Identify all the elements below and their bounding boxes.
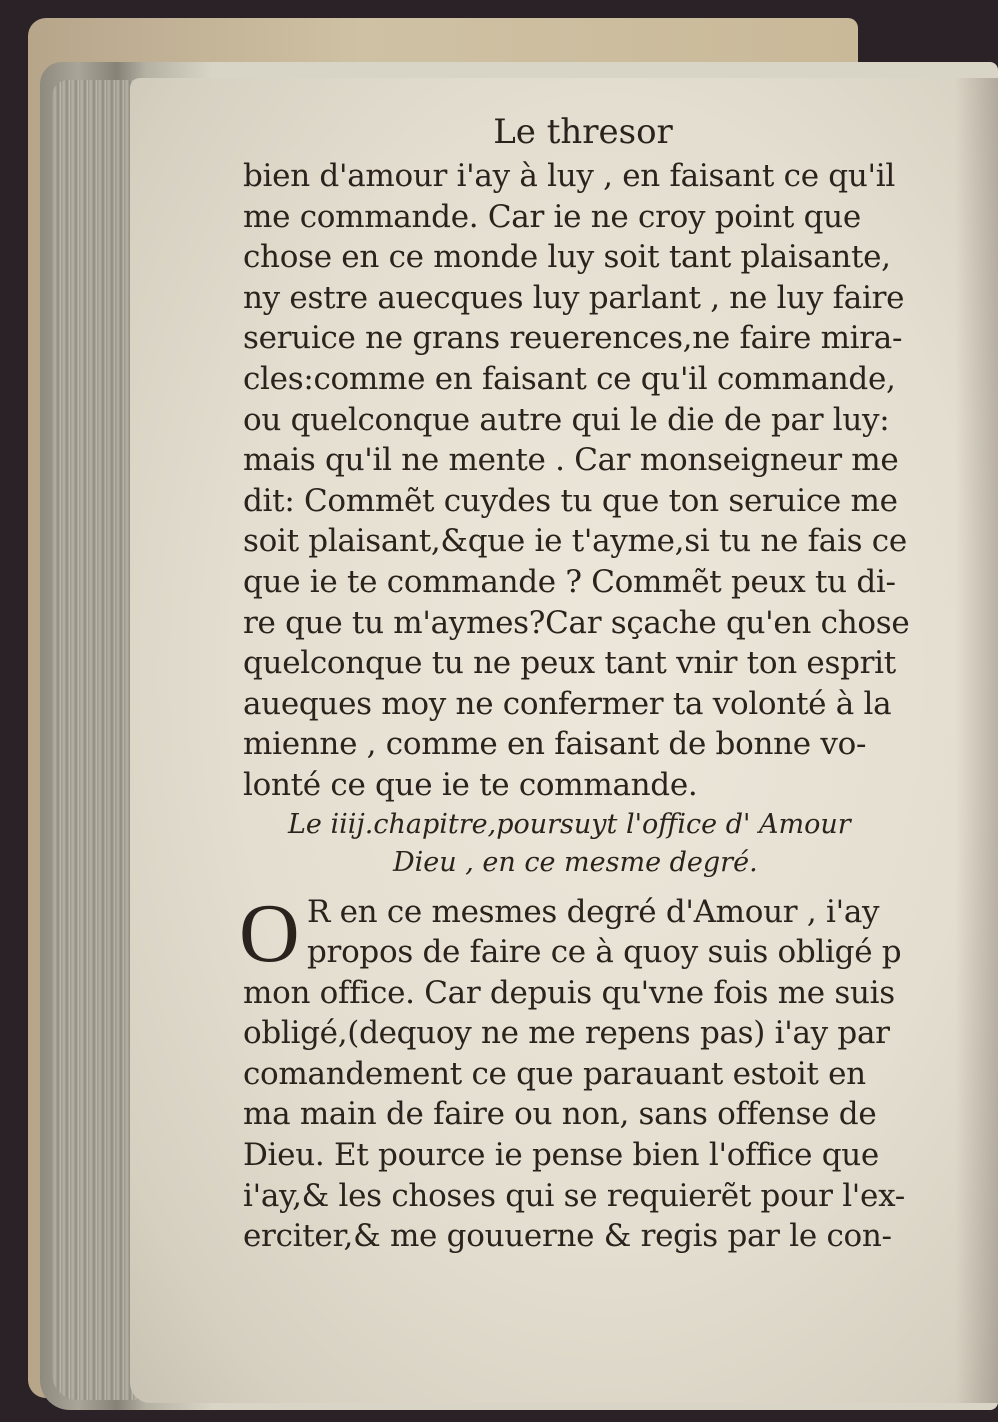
text-line: ou quelconque autre qui le die de par luy: (243, 401, 890, 438)
running-head: Le thresor (493, 112, 673, 152)
text-line: erciter,& me gouuerne & regis par le con- (243, 1218, 892, 1255)
text-line: mon office. Car depuis qu'vne fois me suis (243, 974, 895, 1011)
text-line: me commande. Car ie ne croy point que (243, 198, 861, 235)
drop-cap: O (239, 886, 300, 980)
text-line: cles:comme en faisant ce qu'il commande, (243, 360, 896, 397)
page-text (239, 112, 910, 1257)
text-line: Dieu. Et pource ie pense bien l'office que (243, 1137, 879, 1174)
text-line: mais qu'il ne mente . Car monseigneur me (243, 442, 899, 479)
text-line: que ie te commande ? Commẽt peux tu di- (243, 563, 896, 600)
text-line: quelconque tu ne peux tant vnir ton esprit (243, 645, 896, 682)
paragraph-1 (243, 156, 910, 806)
chapter-heading-line: Dieu , en ce mesme degré. (393, 846, 758, 878)
text-line: ma main de faire ou non, sans offense de (243, 1096, 877, 1133)
text-line: i'ay,& les choses qui se requierẽt pour l'ex- (243, 1177, 905, 1214)
text-line: dit: Commẽt cuydes tu que ton seruice me (243, 482, 898, 519)
text-line: comandement ce que parauant estoit en (243, 1055, 866, 1092)
text-line: aueques moy ne confermer ta volonté à la (243, 685, 892, 722)
text-line: mienne , comme en faisant de bonne vo- (243, 726, 867, 763)
text-line: chose en ce monde luy soit tant plaisante, (243, 239, 891, 276)
text-line: lonté ce que ie te commande. (243, 766, 698, 803)
text-line: seruice ne grans reuerences,ne faire mira- (243, 320, 903, 357)
paragraph-2 (239, 886, 905, 1257)
chapter-heading (243, 806, 903, 882)
text-line: R en ce mesmes degré d'Amour , i'ay (307, 893, 880, 930)
text-line: ny estre auecques luy parlant , ne luy faire (243, 279, 905, 316)
page-edges (52, 80, 142, 1400)
text-line: obligé,(dequoy ne me repens pas) i'ay par (243, 1015, 890, 1052)
text-line: re que tu m'aymes?Car sçache qu'en chose (243, 604, 910, 641)
text-line: soit plaisant,&que ie t'ayme,si tu ne fais ce (243, 523, 907, 560)
text-line: propos de faire ce à quoy suis obligé p (307, 934, 902, 971)
text-line: bien d'amour i'ay à luy , en faisant ce qu'il (243, 158, 895, 194)
chapter-heading-line: Le iiij.chapitre,poursuyt l'office d' Amour (288, 808, 851, 840)
page-gutter-shadow (955, 78, 998, 1403)
